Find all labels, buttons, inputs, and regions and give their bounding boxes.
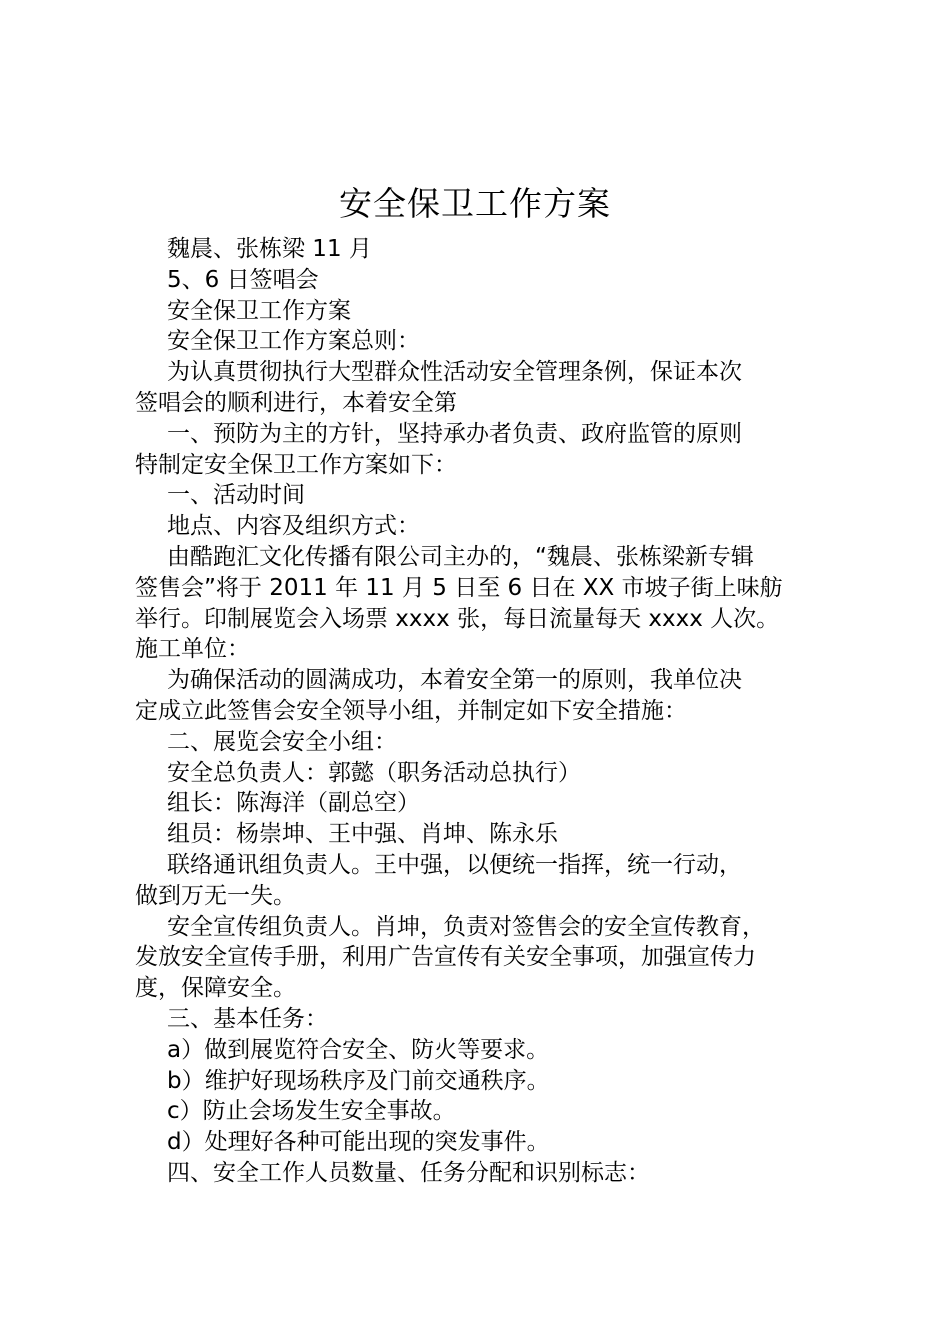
paragraph bbox=[135, 480, 835, 511]
paragraph bbox=[135, 819, 835, 850]
paragraph bbox=[135, 234, 835, 265]
paragraph-line: 二、展览会安全小组： bbox=[167, 728, 397, 755]
paragraph bbox=[135, 326, 835, 357]
paragraph-line: 特制定安全保卫工作方案如下： bbox=[135, 451, 457, 478]
paragraph-line: 定成立此签售会安全领导小组，并制定如下安全措施： bbox=[135, 697, 687, 724]
paragraph bbox=[135, 265, 835, 296]
paragraph bbox=[135, 1066, 835, 1097]
paragraph bbox=[135, 1158, 835, 1189]
paragraph bbox=[135, 665, 835, 727]
paragraph-line: 度，保障安全。 bbox=[135, 975, 296, 1002]
paragraph bbox=[135, 1127, 835, 1158]
paragraph-line: 为确保活动的圆满成功，本着安全第一的原则，我单位决 bbox=[167, 667, 742, 694]
paragraph-line: b）维护好现场秩序及门前交通秩序。 bbox=[167, 1067, 550, 1094]
paragraph-line: 一、预防为主的方针，坚持承办者负责、政府监管的原则 bbox=[167, 420, 742, 447]
paragraph-line: 地点、内容及组织方式： bbox=[167, 513, 420, 540]
paragraph-line: 举行。印制展览会入场票 xxxx 张，每日流量每天 xxxx 人次。 bbox=[135, 605, 780, 632]
paragraph-line: 魏晨、张栋梁 11 月 bbox=[167, 236, 372, 262]
paragraph bbox=[135, 419, 835, 481]
paragraph-line: c）防止会场发生安全事故。 bbox=[167, 1098, 456, 1125]
paragraph bbox=[135, 1035, 835, 1066]
paragraph-line: 施工单位： bbox=[135, 636, 250, 663]
paragraph bbox=[135, 758, 835, 789]
paragraph bbox=[135, 788, 835, 819]
paragraph-line: 5、6 日签唱会 bbox=[167, 266, 319, 293]
paragraph-line: d）处理好各种可能出现的突发事件。 bbox=[167, 1129, 550, 1156]
paragraph bbox=[135, 850, 835, 912]
paragraph-line: 由酷跑汇文化传播有限公司主办的，“魏晨、张栋梁新专辑 bbox=[167, 543, 754, 570]
paragraph bbox=[135, 542, 835, 665]
paragraph-line: 安全保卫工作方案 bbox=[167, 297, 351, 324]
paragraph-line: 一、活动时间 bbox=[167, 482, 305, 509]
paragraph bbox=[135, 296, 835, 327]
document-body bbox=[135, 234, 835, 1189]
paragraph-line: 签唱会的顺利进行，本着安全第 bbox=[135, 389, 457, 416]
document-title: 安全保卫工作方案 bbox=[339, 184, 611, 223]
paragraph-line: 组长：陈海洋（副总空） bbox=[167, 790, 420, 817]
paragraph bbox=[135, 912, 835, 1004]
paragraph bbox=[135, 1096, 835, 1127]
paragraph bbox=[135, 511, 835, 542]
paragraph-line: 三、基本任务： bbox=[167, 1005, 328, 1032]
paragraph-line: 联络通讯组负责人。王中强，以便统一指挥，统一行动， bbox=[167, 851, 742, 878]
paragraph-line: 四、安全工作人员数量、任务分配和识别标志： bbox=[167, 1159, 650, 1186]
paragraph-line: 安全保卫工作方案总则： bbox=[167, 328, 420, 355]
paragraph bbox=[135, 1004, 835, 1035]
paragraph-line: 签售会”将于 2011 年 11 月 5 日至 6 日在 XX 市坡子街上味舫 bbox=[135, 574, 783, 601]
paragraph-line: 组员：杨崇坤、王中强、肖坤、陈永乐 bbox=[167, 821, 558, 848]
paragraph bbox=[135, 357, 835, 419]
paragraph-line: 安全宣传组负责人。肖坤，负责对签售会的安全宣传教育， bbox=[167, 913, 765, 940]
paragraph-line: 为认真贯彻执行大型群众性活动安全管理条例，保证本次 bbox=[167, 359, 742, 386]
paragraph-line: a）做到展览符合安全、防火等要求。 bbox=[167, 1036, 550, 1063]
paragraph bbox=[135, 727, 835, 758]
paragraph-line: 安全总负责人：郭懿（职务活动总执行） bbox=[167, 759, 581, 786]
paragraph-line: 做到万无一失。 bbox=[135, 882, 296, 909]
paragraph-line: 发放安全宣传手册，利用广告宣传有关安全事项，加强宣传力 bbox=[135, 944, 756, 971]
